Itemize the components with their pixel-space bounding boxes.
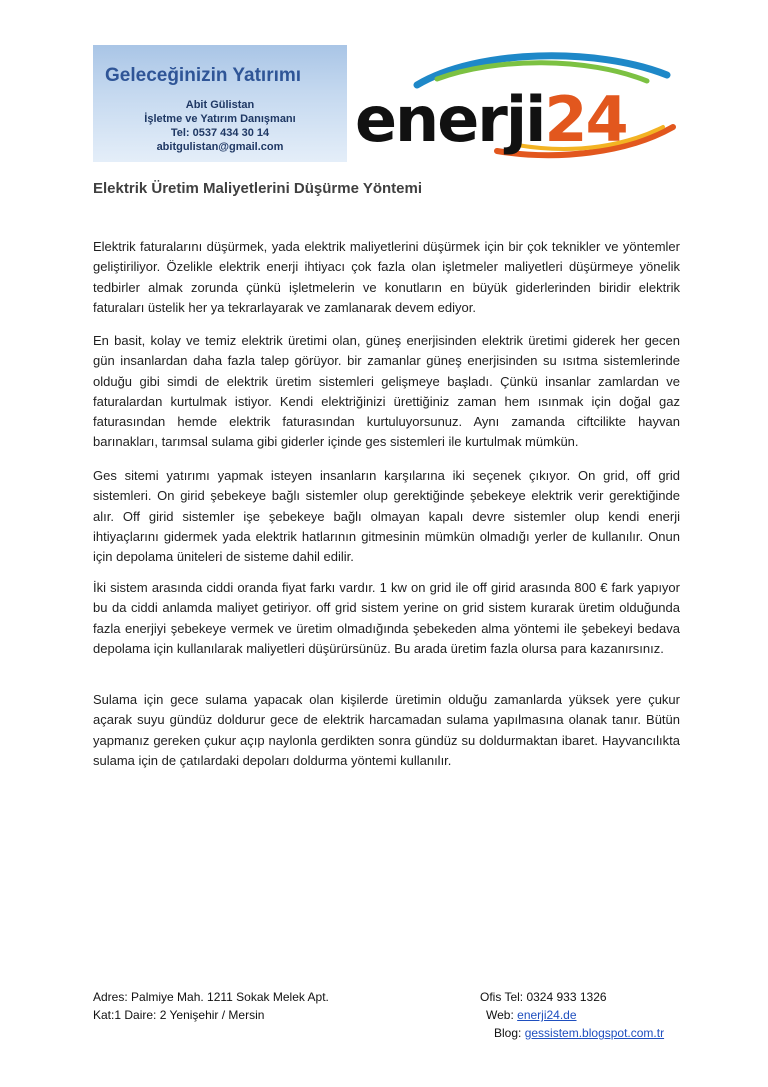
advisor-phone: Tel: 0537 434 30 14 xyxy=(170,127,270,139)
paragraph-5: Sulama için gece sulama yapacak olan kişilerde üretimin olduğu zamanlarda yüksek yere çukur açarak suyu gündüz doldurur gece de elektrik harcamadan sulama yapılmasına olanak tanır. Bütün yapmanız gereken çukur açıp naylonla gerdikten sonra gündüz su doldurmaktan ibaret. Hayvancılıkta sulama için de çatılardaki depoları doldurma yöntemi kullanılır. xyxy=(93,692,680,768)
paragraph-3: Ges sitemi yatırımı yapmak isteyen insanların karşılarına iki seçenek çıkıyor. On grid, off grid sistemleri. On girid şebekeye bağlı sistemler olup gerektiğinde şebekeye elektrik verir gerektiğinde alır. Off girid sistemler işe şebekeye bağlı olmayan kapalı devre sistemler olup kendi enerji ihtiyaçlarını gidermek yada elektrik hatlarının gitmesinin mümkün olmadığı yerler de kullanılır. Onun için depolama üniteleri de sisteme dahil edilir. xyxy=(93,468,680,565)
paragraph-4: İki sistem arasında ciddi oranda fiyat farkı vardır. 1 kw on grid ile off girid arasında 800 € fark yapıyor bu da ciddi anlamda maliyet getiriyor. off grid sistem yerine on grid sistem kurarak üretim olduğunda fazla enerjiyi şebekeye vermek ve üretim olmadığında şebekeden alma yöntemi ile şebekeyi bedava depolama için kullanılarak maliyetleri düşürürsünüz. Bu arada üretim fazla olursa para kazanırsınız. xyxy=(93,580,680,656)
logo-wordmark xyxy=(355,83,627,156)
banner-slogan: Geleceğinizin Yatırımı xyxy=(105,65,302,86)
paragraph-1: Elektrik faturalarını düşürmek, yada elektrik maliyetlerini düşürmek için bir çok teknikler ve yöntemler geliştiriliyor. Özelikle elektrik enerji ihtiyacı çok fazla olan işletmeler maliyetleri düşürmeye yönelik tedbirler almak zorunda çünkü işletmelerin ve konutların en büyük giderlerinden biridir elektrik faturaları üstelik her ya tekrarlayarak ve zamlanarak devem ediyor. xyxy=(93,239,680,315)
advisor-role: İşletme ve Yatırım Danışmanı xyxy=(144,113,296,125)
address-line-1: Adres: Palmiye Mah. 1211 Sokak Melek Apt. xyxy=(93,990,329,1004)
advisor-name: Abit Gülistan xyxy=(185,99,255,111)
logo-wordmark-part2: 24 xyxy=(544,83,627,156)
blog-label: Blog: xyxy=(494,1026,522,1040)
paragraph-2: En basit, kolay ve temiz elektrik üretimi olan, güneş enerjisinden elektrik üretimi giderek her gecen gün insanlardan daha fazla talep görüyor. bir zamanlar güneş enerjisinden su ısıtma sistemlerinde olduğu gibi simdi de elektrik üretim sistemleri gelişmeye başladı. Çünkü insanlar zamlardan ve faturalardan kurtulmak istiyor. Kendi elektriğinizi ürettiğiniz zaman hem ısınmak için doğal gaz faturasından hemde elektrik faturasından kurtuluyorsunuz. Aynı zamanda ciftcilikte hayvan barınakları, tarımsal sulama gibi giderler içinde ges sistemleri ile kurtulmak mümkün. xyxy=(93,333,680,450)
website-link[interactable]: enerji24.de xyxy=(517,1008,577,1022)
document-title: Elektrik Üretim Maliyetlerini Düşürme Yöntemi xyxy=(93,180,422,197)
blog-line xyxy=(480,1024,680,1042)
footer-contact xyxy=(480,988,680,1042)
advisor-card xyxy=(93,45,347,162)
blog-link[interactable]: gessistem.blogspot.com.tr xyxy=(524,1026,665,1040)
header-banner xyxy=(93,45,680,162)
office-phone: Ofis Tel: 0324 933 1326 xyxy=(480,990,607,1004)
enerji24-logo xyxy=(347,45,680,162)
website-line xyxy=(480,1006,680,1024)
advisor-email: abitgulistan@gmail.com xyxy=(156,141,284,153)
logo-wordmark-part1: enerji xyxy=(355,83,545,156)
footer-address xyxy=(93,988,329,1024)
web-label: Web: xyxy=(486,1008,514,1022)
address-line-2: Kat:1 Daire: 2 Yenişehir / Mersin xyxy=(93,1008,265,1022)
